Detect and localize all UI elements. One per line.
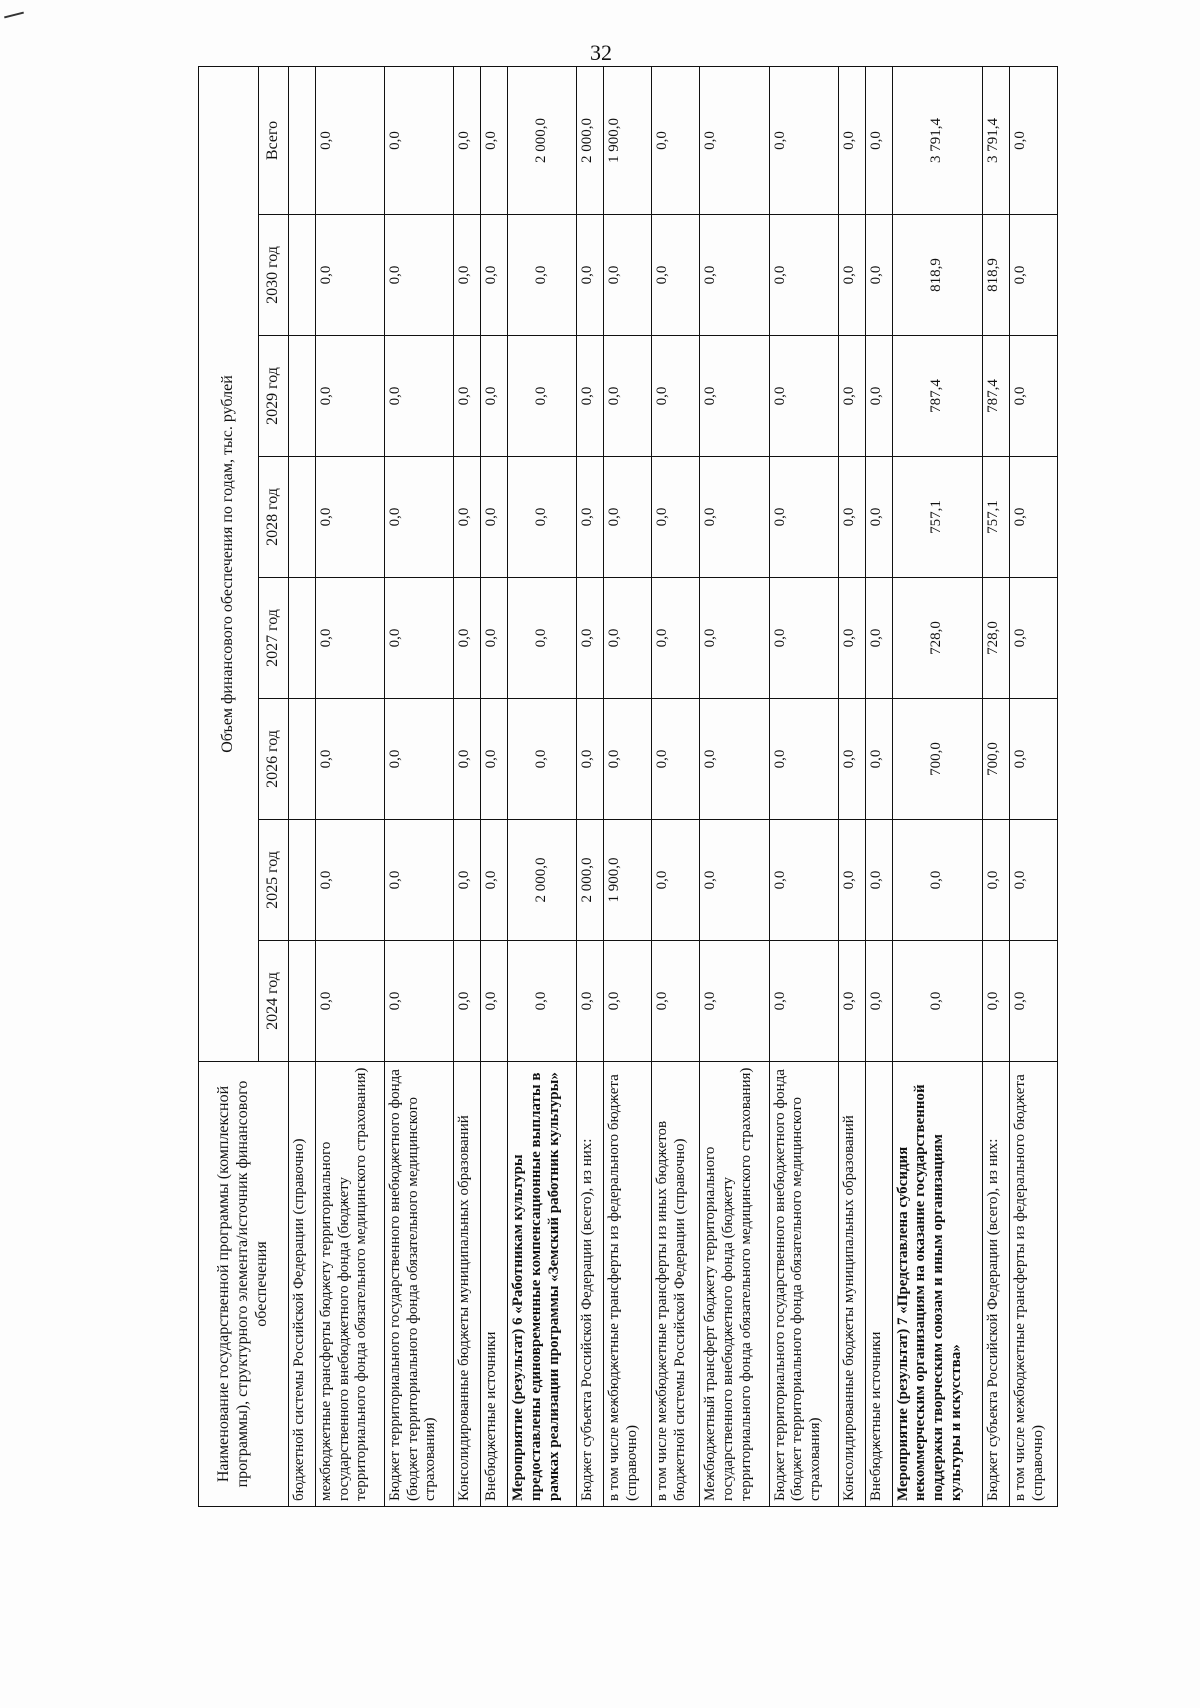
table-row xyxy=(838,66,865,1506)
year-value: 0,0 xyxy=(982,941,1009,1062)
year-value: 0,0 xyxy=(838,820,865,941)
total-value: 0,0 xyxy=(1009,66,1057,214)
row-label: Внебюджетные источники xyxy=(865,1062,892,1507)
row-label: Внебюджетные источники xyxy=(481,1062,508,1507)
year-value: 0,0 xyxy=(1009,215,1057,336)
year-value: 0,0 xyxy=(454,215,481,336)
year-value: 0,0 xyxy=(769,578,838,699)
year-value: 0,0 xyxy=(454,457,481,578)
total-value: 0,0 xyxy=(454,66,481,214)
row-label: в том числе межбюджетные трансферты из федерального бюджета (справочно) xyxy=(1009,1062,1057,1507)
year-value: 0,0 xyxy=(769,941,838,1062)
year-value: 0,0 xyxy=(838,699,865,820)
year-value: 0,0 xyxy=(385,578,454,699)
year-value: 0,0 xyxy=(1009,941,1057,1062)
year-value: 0,0 xyxy=(577,699,604,820)
year-value: 0,0 xyxy=(865,699,892,820)
year-value: 0,0 xyxy=(481,215,508,336)
year-value xyxy=(289,457,316,578)
table-row xyxy=(652,66,700,1506)
year-value: 0,0 xyxy=(1009,820,1057,941)
year-value: 0,0 xyxy=(481,820,508,941)
year-value: 0,0 xyxy=(481,336,508,457)
year-value: 0,0 xyxy=(316,336,385,457)
row-label: Мероприятие (результат) 7 «Представлена субсидия некоммерческим организациям на оказание государственной поддержки творческим союзам и иным организациям культуры и искусства» xyxy=(892,1062,982,1507)
year-value: 0,0 xyxy=(604,941,652,1062)
row-label: Консолидированные бюджеты муниципальных образований xyxy=(454,1062,481,1507)
table-row xyxy=(577,66,604,1506)
year-value: 0,0 xyxy=(838,941,865,1062)
year-value: 787,4 xyxy=(982,336,1009,457)
year-value: 0,0 xyxy=(700,215,769,336)
table-row xyxy=(982,66,1009,1506)
table-body xyxy=(289,66,1058,1506)
year-value: 0,0 xyxy=(1009,578,1057,699)
total-value: 0,0 xyxy=(700,66,769,214)
funding-group-header: Объем финансового обеспечения по годам, тыс. рублей xyxy=(199,66,259,1061)
row-label: в том числе межбюджетные трансферты из федерального бюджета (справочно) xyxy=(604,1062,652,1507)
year-value: 0,0 xyxy=(508,457,577,578)
year-value: 0,0 xyxy=(604,578,652,699)
year-value: 0,0 xyxy=(508,215,577,336)
year-value: 0,0 xyxy=(508,336,577,457)
year-value: 728,0 xyxy=(892,578,982,699)
row-label: Бюджет субъекта Российской Федерации (всего), из них: xyxy=(982,1062,1009,1507)
row-label: Консолидированные бюджеты муниципальных образований xyxy=(838,1062,865,1507)
year-value: 0,0 xyxy=(1009,457,1057,578)
year-value: 0,0 xyxy=(454,578,481,699)
table-row xyxy=(316,66,385,1506)
row-label: межбюджетные трансферты бюджету территориального государственного внебюджетного фонда (бюджету территориального фонда обязательного медицинского страхования) xyxy=(316,1062,385,1507)
year-value: 0,0 xyxy=(982,820,1009,941)
year-value: 0,0 xyxy=(652,457,700,578)
year-value: 0,0 xyxy=(700,578,769,699)
year-value: 0,0 xyxy=(604,699,652,820)
total-value: 1 900,0 xyxy=(604,66,652,214)
total-value: 0,0 xyxy=(385,66,454,214)
year-value: 0,0 xyxy=(604,215,652,336)
year-value: 0,0 xyxy=(454,820,481,941)
year-value: 818,9 xyxy=(982,215,1009,336)
year-value: 0,0 xyxy=(769,699,838,820)
year-value: 2 000,0 xyxy=(577,820,604,941)
year-header: 2029 год xyxy=(259,336,289,457)
total-header: Всего xyxy=(259,66,289,214)
total-value xyxy=(289,66,316,214)
table-row xyxy=(289,66,316,1506)
year-value: 0,0 xyxy=(316,820,385,941)
year-header: 2028 год xyxy=(259,457,289,578)
year-value: 0,0 xyxy=(604,457,652,578)
year-header: 2027 год xyxy=(259,578,289,699)
year-value: 0,0 xyxy=(481,699,508,820)
table-row xyxy=(769,66,838,1506)
year-value: 1 900,0 xyxy=(604,820,652,941)
row-label: Бюджет территориального государственного внебюджетного фонда (бюджет территориального фонда обязательного медицинского страхования) xyxy=(769,1062,838,1507)
row-label: бюджетной системы Российской Федерации (справочно) xyxy=(289,1062,316,1507)
row-label: Мероприятие (результат) 6 «Работникам культуры предоставлены единовременные компенсационные выплаты в рамках реализации программы «Земский работник культуры» xyxy=(508,1062,577,1507)
row-label: Бюджет субъекта Российской Федерации (всего), из них: xyxy=(577,1062,604,1507)
year-value: 0,0 xyxy=(838,215,865,336)
year-value: 0,0 xyxy=(865,820,892,941)
year-value: 0,0 xyxy=(892,941,982,1062)
year-value: 0,0 xyxy=(838,457,865,578)
table-row xyxy=(454,66,481,1506)
table-row xyxy=(508,66,577,1506)
year-value: 0,0 xyxy=(385,941,454,1062)
year-header: 2024 год xyxy=(259,941,289,1062)
year-value xyxy=(289,336,316,457)
year-value xyxy=(289,820,316,941)
year-value: 0,0 xyxy=(769,820,838,941)
total-value: 0,0 xyxy=(481,66,508,214)
year-value: 0,0 xyxy=(700,941,769,1062)
total-value: 3 791,4 xyxy=(982,66,1009,214)
year-value: 2 000,0 xyxy=(508,820,577,941)
year-value: 0,0 xyxy=(508,699,577,820)
year-value: 0,0 xyxy=(481,578,508,699)
table-row xyxy=(481,66,508,1506)
year-value: 0,0 xyxy=(652,820,700,941)
year-value: 0,0 xyxy=(700,820,769,941)
year-value: 0,0 xyxy=(652,336,700,457)
year-value: 818,9 xyxy=(892,215,982,336)
year-value xyxy=(289,578,316,699)
year-value: 757,1 xyxy=(892,457,982,578)
year-value: 700,0 xyxy=(892,699,982,820)
year-value xyxy=(289,941,316,1062)
year-value: 0,0 xyxy=(454,336,481,457)
table-row xyxy=(385,66,454,1506)
year-value: 0,0 xyxy=(508,941,577,1062)
page-number: 32 xyxy=(590,40,612,65)
year-value: 0,0 xyxy=(700,336,769,457)
year-value xyxy=(289,699,316,820)
year-value: 0,0 xyxy=(577,215,604,336)
total-value: 0,0 xyxy=(769,66,838,214)
year-value: 728,0 xyxy=(982,578,1009,699)
table-row xyxy=(892,66,982,1506)
year-value: 0,0 xyxy=(604,336,652,457)
year-value: 0,0 xyxy=(316,941,385,1062)
year-value: 0,0 xyxy=(508,578,577,699)
year-value: 700,0 xyxy=(982,699,1009,820)
row-label: в том числе межбюджетные трансферты из иных бюджетов бюджетной системы Российской Федерации (справочно) xyxy=(652,1062,700,1507)
rotated-table-wrapper xyxy=(198,67,1058,1507)
year-value: 0,0 xyxy=(385,215,454,336)
year-value: 0,0 xyxy=(454,941,481,1062)
year-value: 0,0 xyxy=(577,941,604,1062)
year-value: 0,0 xyxy=(316,699,385,820)
year-value: 0,0 xyxy=(865,457,892,578)
year-value: 0,0 xyxy=(769,215,838,336)
year-value: 0,0 xyxy=(385,457,454,578)
year-value: 0,0 xyxy=(481,941,508,1062)
year-header: 2030 год xyxy=(259,215,289,336)
year-value: 0,0 xyxy=(577,336,604,457)
year-value: 0,0 xyxy=(652,941,700,1062)
total-value: 3 791,4 xyxy=(892,66,982,214)
financing-table xyxy=(198,66,1058,1507)
year-value: 0,0 xyxy=(652,699,700,820)
total-value: 0,0 xyxy=(652,66,700,214)
total-value: 0,0 xyxy=(865,66,892,214)
total-value: 2 000,0 xyxy=(577,66,604,214)
total-value: 2 000,0 xyxy=(508,66,577,214)
scan-mark xyxy=(4,12,24,19)
table-row xyxy=(604,66,652,1506)
total-value: 0,0 xyxy=(838,66,865,214)
table-row xyxy=(1009,66,1057,1506)
year-value xyxy=(289,215,316,336)
year-value: 0,0 xyxy=(865,578,892,699)
year-value: 0,0 xyxy=(769,457,838,578)
year-value: 0,0 xyxy=(865,215,892,336)
year-value: 0,0 xyxy=(838,336,865,457)
year-value: 0,0 xyxy=(316,457,385,578)
year-value: 0,0 xyxy=(700,457,769,578)
year-value: 0,0 xyxy=(865,336,892,457)
year-value: 787,4 xyxy=(892,336,982,457)
row-label: Межбюджетный трансферт бюджету территориального государственного внебюджетного фонда (бюджету территориального фонда обязательного медицинского страхования) xyxy=(700,1062,769,1507)
year-header: 2025 год xyxy=(259,820,289,941)
year-value: 0,0 xyxy=(481,457,508,578)
year-value: 0,0 xyxy=(1009,699,1057,820)
table-row xyxy=(865,66,892,1506)
name-column-header: Наименование государственной программы (комплексной программы), структурного элемента/источник финансового обеспечения xyxy=(199,1062,289,1507)
total-value: 0,0 xyxy=(316,66,385,214)
year-value: 0,0 xyxy=(316,215,385,336)
rotated-table-area xyxy=(198,67,1058,1507)
year-value: 0,0 xyxy=(652,578,700,699)
year-value: 0,0 xyxy=(1009,336,1057,457)
year-value: 0,0 xyxy=(892,820,982,941)
year-value: 0,0 xyxy=(385,336,454,457)
year-value: 757,1 xyxy=(982,457,1009,578)
row-label: Бюджет территориального государственного внебюджетного фонда (бюджет территориального фонда обязательного медицинского страхования) xyxy=(385,1062,454,1507)
year-value: 0,0 xyxy=(700,699,769,820)
year-value: 0,0 xyxy=(652,215,700,336)
year-value: 0,0 xyxy=(769,336,838,457)
year-value: 0,0 xyxy=(385,820,454,941)
year-value: 0,0 xyxy=(838,578,865,699)
year-value: 0,0 xyxy=(316,578,385,699)
year-value: 0,0 xyxy=(454,699,481,820)
year-header: 2026 год xyxy=(259,699,289,820)
year-value: 0,0 xyxy=(865,941,892,1062)
year-value: 0,0 xyxy=(577,578,604,699)
year-value: 0,0 xyxy=(385,699,454,820)
table-row xyxy=(700,66,769,1506)
year-value: 0,0 xyxy=(577,457,604,578)
